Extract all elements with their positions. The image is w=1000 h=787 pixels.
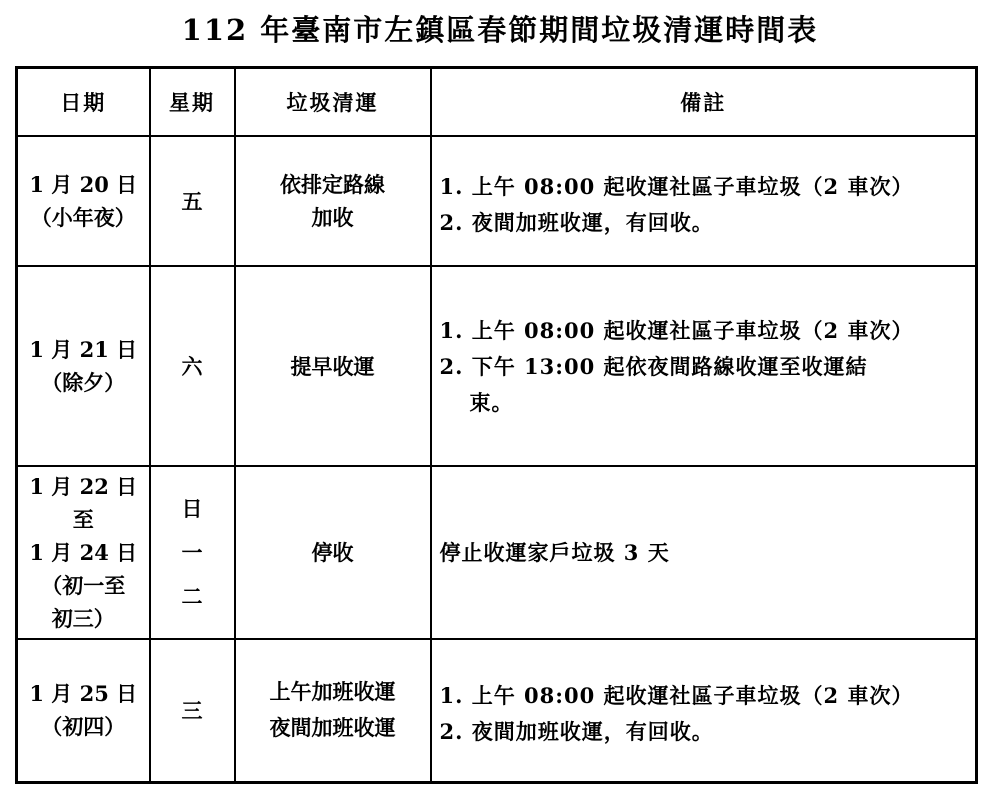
weekday-line: 二 [181, 583, 203, 609]
header-date: 日期 [17, 68, 150, 137]
date-cell [17, 466, 150, 639]
table-row [17, 466, 977, 639]
weekday-line: 六 [181, 353, 203, 379]
remark-line: 束。 [469, 390, 514, 415]
weekday-line: 一 [181, 539, 203, 565]
collection-cell [235, 466, 431, 639]
collection-line: 停收 [311, 540, 354, 565]
remark-cell [431, 639, 977, 782]
collection-cell [235, 266, 431, 466]
weekday-cell [150, 639, 235, 782]
date-line: 初三） [51, 606, 115, 631]
remark-cell [431, 466, 977, 639]
weekday-cell [150, 136, 235, 266]
date-line: 1 月 21 日 [29, 337, 138, 362]
date-line: 1 月 20 日 [29, 172, 138, 197]
date-line: 1 月 24 日 [29, 540, 138, 565]
remark-line: 2. 夜間加班收運，有回收。 [439, 719, 714, 744]
remark-line: 1. 上午 08:00 起收運社區子車垃圾（2 車次） [439, 174, 914, 199]
header-remarks: 備註 [431, 68, 977, 137]
weekday-line: 日 [181, 495, 203, 521]
header-weekday: 星期 [150, 68, 235, 137]
remark-line: 2. 夜間加班收運，有回收。 [439, 210, 714, 235]
date-line: （小年夜） [30, 205, 136, 230]
remark-line: 2. 下午 13:00 起依夜間路線收運至收運結 [439, 354, 868, 379]
date-cell [17, 639, 150, 782]
weekday-line: 三 [181, 697, 203, 723]
date-line: 1 月 25 日 [29, 681, 138, 707]
date-line: （初一至 [41, 573, 126, 598]
table-row [17, 639, 977, 782]
date-cell [17, 266, 150, 466]
page-title: 112 年臺南市左鎮區春節期間垃圾清運時間表 [181, 13, 819, 47]
header-collection: 垃圾清運 [235, 68, 431, 137]
remark-cell [431, 266, 977, 466]
weekday-line: 五 [181, 188, 203, 214]
remark-line: 1. 上午 08:00 起收運社區子車垃圾（2 車次） [439, 683, 914, 708]
remark-line: 停止收運家戶垃圾 3 天 [439, 539, 670, 565]
date-line: 1 月 22 日 [29, 474, 138, 499]
table-row [17, 136, 977, 266]
table-row [17, 266, 977, 466]
collection-line: 加收 [311, 205, 354, 230]
collection-line: 提早收運 [290, 353, 375, 379]
schedule-table [15, 66, 978, 784]
remark-line: 1. 上午 08:00 起收運社區子車垃圾（2 車次） [439, 318, 914, 343]
collection-cell [235, 136, 431, 266]
date-line: （初四） [41, 714, 126, 740]
date-line: 至 [72, 507, 94, 532]
collection-cell [235, 639, 431, 782]
date-line: （除夕） [41, 370, 126, 395]
weekday-cell [150, 266, 235, 466]
header-row [17, 68, 977, 137]
weekday-cell [150, 466, 235, 639]
collection-line: 上午加班收運 [269, 679, 396, 705]
collection-line: 夜間加班收運 [269, 715, 396, 741]
collection-line: 依排定路線 [280, 172, 385, 197]
remark-cell [431, 136, 977, 266]
date-cell [17, 136, 150, 266]
